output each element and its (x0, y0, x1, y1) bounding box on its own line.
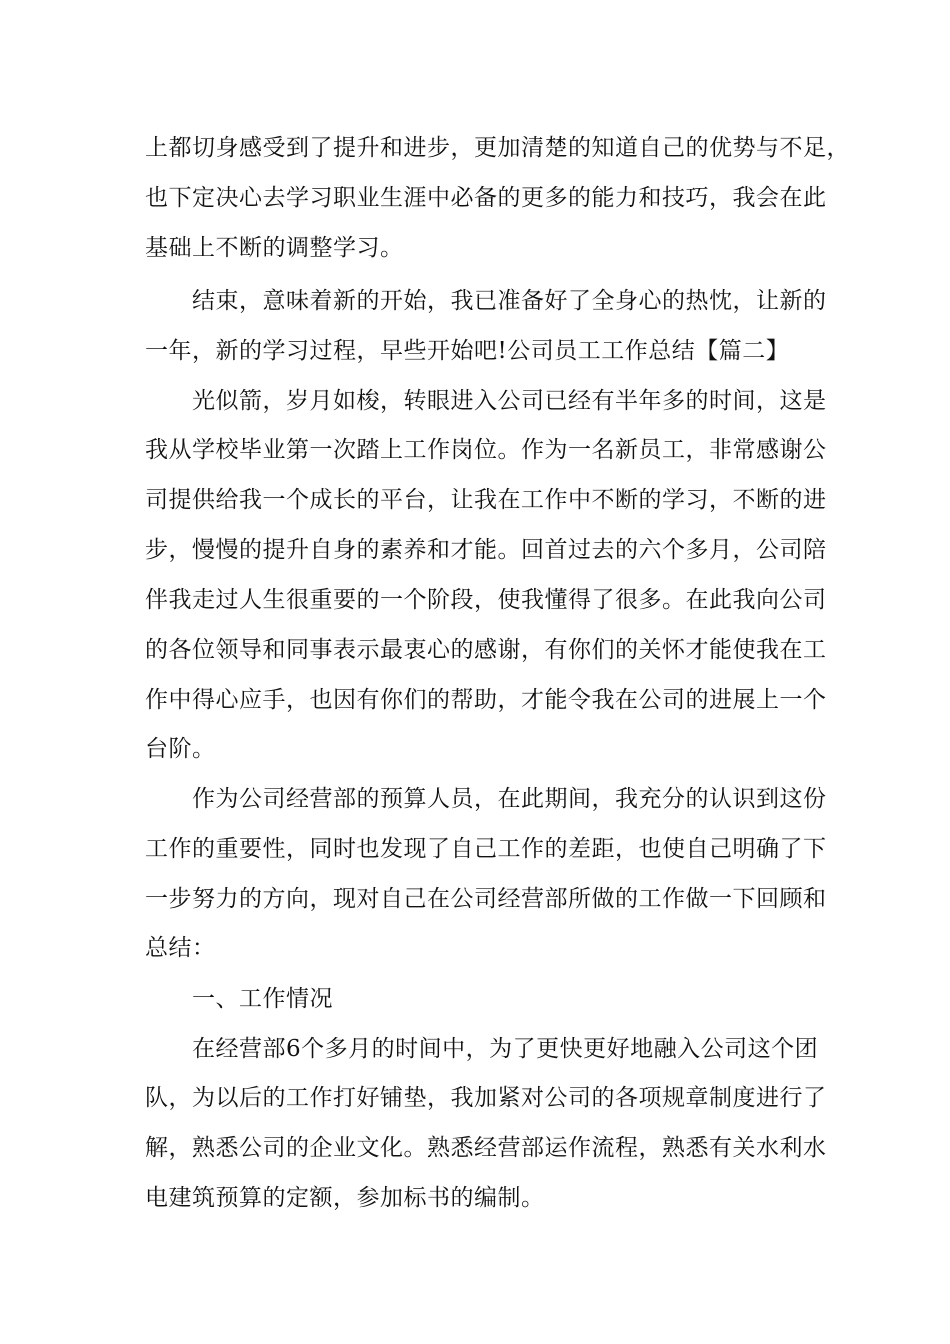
text-line: 工作的重要性，同时也发现了自己工作的差距，也使自己明确了下 (145, 836, 827, 862)
text-line: 步，慢慢的提升自身的素养和才能。回首过去的六个多月，公司陪 (145, 537, 827, 563)
text-line: 光似箭，岁月如梭，转眼进入公司已经有半年多的时间，这是 (192, 388, 827, 414)
text-line: 司提供给我一个成长的平台，让我在工作中不断的学习，不断的进 (145, 487, 827, 513)
text-line: 基础上不断的调整学习。 (145, 235, 404, 261)
text-line: 的各位领导和同事表示最衷心的感谢，有你们的关怀才能使我在工 (145, 637, 827, 663)
text-line: 作中得心应手，也因有你们的帮助，才能令我在公司的进展上一个 (145, 687, 827, 713)
text-line: 一步努力的方向，现对自己在公司经营部所做的工作做一下回顾和 (145, 886, 827, 912)
text-line: 伴我走过人生很重要的一个阶段，使我懂得了很多。在此我向公司 (145, 587, 827, 613)
text-line: 在经营部6个多月的时间中，为了更快更好地融入公司这个团 (192, 1036, 819, 1062)
text-line: 台阶。 (145, 736, 216, 762)
text-line: 队，为以后的工作打好铺垫，我加紧对公司的各项规章制度进行了 (145, 1085, 827, 1111)
text-line: 一年，新的学习过程，早些开始吧!公司员工工作总结【篇二】 (145, 338, 790, 364)
text-line: 结束，意味着新的开始，我已准备好了全身心的热忱，让新的 (192, 288, 827, 314)
text-line: 电建筑预算的定额，参加标书的编制。 (145, 1185, 545, 1211)
text-line: 我从学校毕业第一次踏上工作岗位。作为一名新员工，非常感谢公 (145, 437, 827, 463)
text-line: 也下定决心去学习职业生涯中必备的更多的能力和技巧，我会在此 (145, 185, 827, 211)
text-line: 上都切身感受到了提升和进步，更加清楚的知道自己的优势与不足， (145, 135, 850, 161)
text-line: 作为公司经营部的预算人员，在此期间，我充分的认识到这份 (192, 786, 827, 812)
text-line: 解，熟悉公司的企业文化。熟悉经营部运作流程，熟悉有关水利水 (145, 1135, 827, 1161)
text-line: 总结： (145, 935, 216, 961)
section-heading: 一、工作情况 (192, 986, 333, 1012)
